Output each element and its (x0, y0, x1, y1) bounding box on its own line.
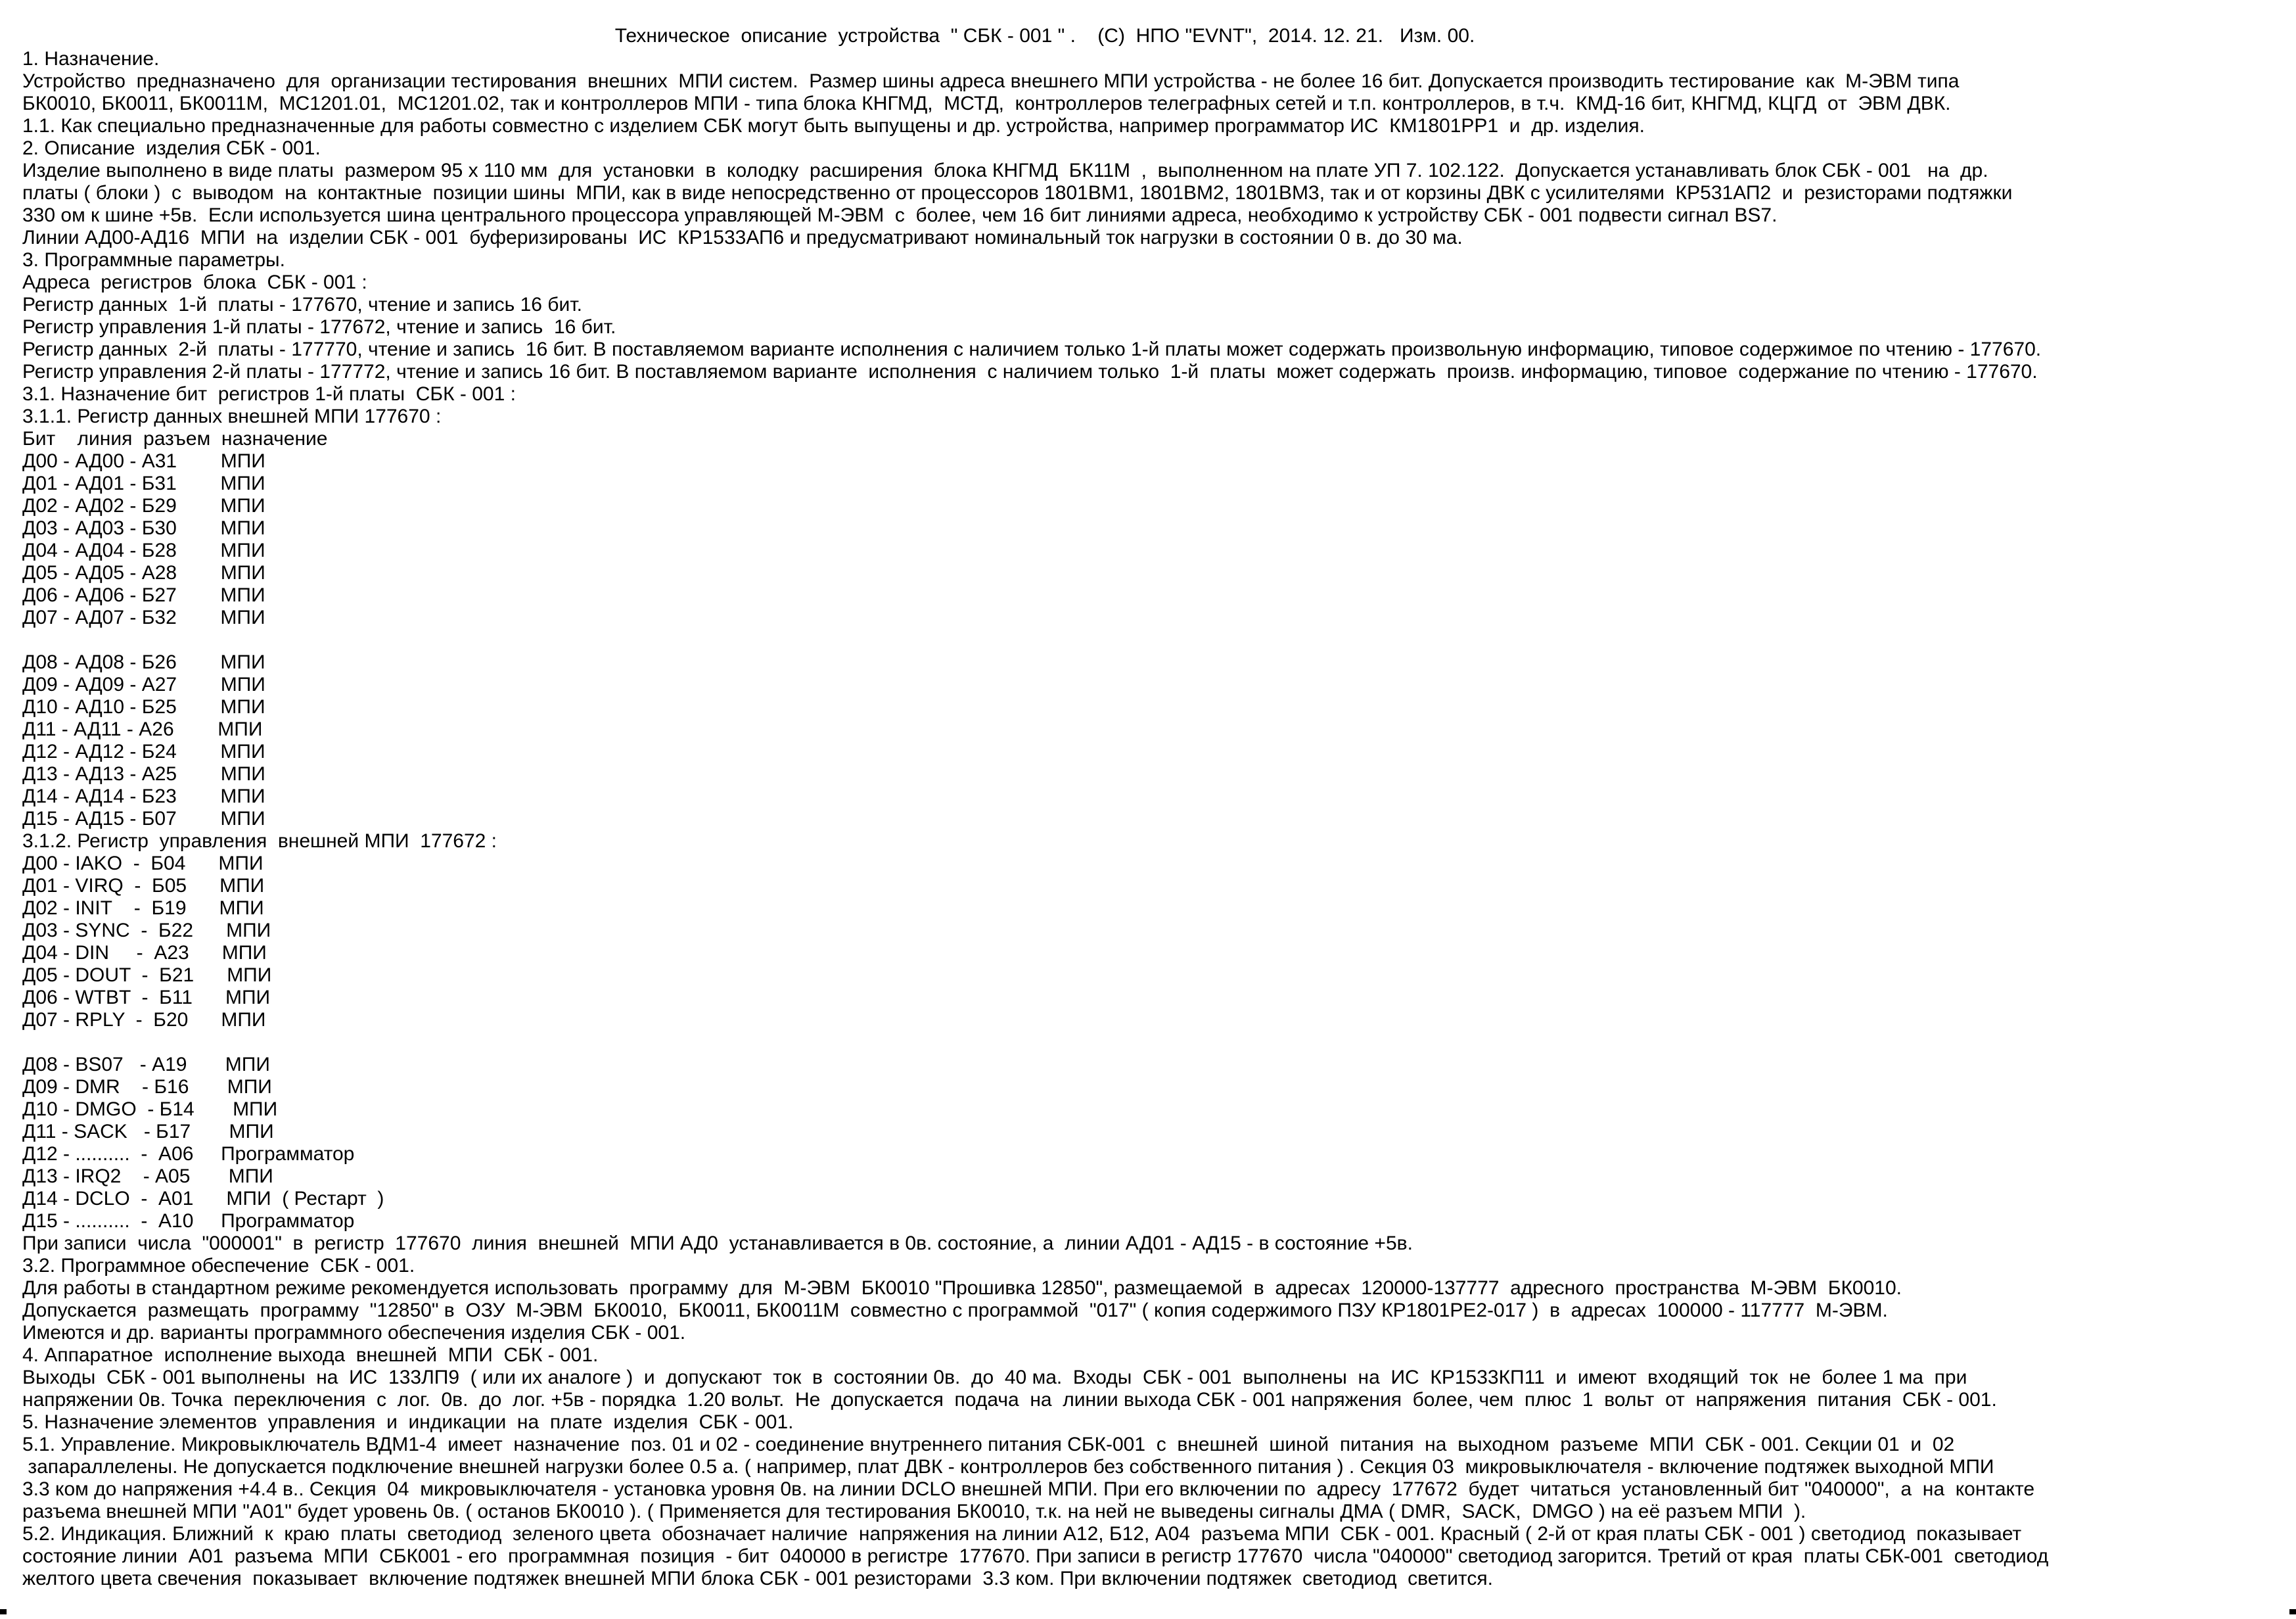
text-line: Д12 - АД12 - Б24 МПИ (22, 741, 265, 763)
text-line: Д13 - АД13 - А25 МПИ (22, 763, 265, 785)
text-line: Д02 - АД02 - Б29 МПИ (22, 495, 265, 517)
text-line: Д11 - SACK - Б17 МПИ (22, 1121, 274, 1142)
text-line: Регистр данных 1-й платы - 177670, чтение и запись 16 бит. (22, 294, 582, 316)
text-line: Д10 - DMGO - Б14 МПИ (22, 1098, 278, 1120)
text-line: 3.1. Назначение бит регистров 1-й платы СБК - 001 : (22, 383, 516, 405)
text-line: Д14 - DCLO - А01 МПИ ( Рестарт ) (22, 1188, 384, 1209)
text-line (22, 1031, 2283, 1054)
corner-mark-right (2289, 1609, 2296, 1614)
text-line: 5.1. Управление. Микровыключатель ВДМ1-4 имеет назначение поз. 01 и 02 - соединение внутреннего питания СБК-001 с внешней шиной питания на выходном разъеме МПИ СБК - 001. Секции 01 и 02 (22, 1434, 1955, 1455)
text-line: Д05 - АД05 - А28 МПИ (22, 562, 265, 584)
text-line: Регистр управления 1-й платы - 177672, чтение и запись 16 бит. (22, 316, 616, 338)
text-line: 5. Назначение элементов управления и индикации на плате изделия СБК - 001. (22, 1411, 794, 1433)
text-line: 1. Назначение. (22, 48, 160, 70)
text-line: Д03 - SYNC - Б22 МПИ (22, 920, 271, 941)
text-line: Д04 - АД04 - Б28 МПИ (22, 540, 265, 561)
text-line: 3. Программные параметры. (22, 249, 285, 271)
text-line: Д12 - .......... - А06 Программатор (22, 1143, 355, 1165)
text-line: Д09 - АД09 - А27 МПИ (22, 674, 265, 695)
text-line: При записи числа "000001" в регистр 177670 линия внешней МПИ АД0 устанавливается в 0в. состояние, а линии АД01 - АД15 - в состояние +5в. (22, 1232, 1413, 1254)
document-title: Техническое описание устройства " СБК - 001 " . (С) НПО "EVNT", 2014. 12. 21. Изм. 00. (614, 25, 1475, 47)
text-line: Д05 - DOUT - Б21 МПИ (22, 964, 272, 986)
text-line: Устройство предназначено для организации тестирования внешних МПИ систем. Размер шины адреса внешнего МПИ устройства - не более 16 бит. Допускается производить тестирование как М-ЭВМ типа (22, 70, 1960, 92)
text-line: 1.1. Как специально предназначенные для работы совместно с изделием СБК могут быть выпущены и др. устройства, например программатор ИС КМ1801РР1 и др. изделия. (22, 115, 1645, 137)
text-line: БК0010, БК0011, БК0011М, МС1201.01, МС1201.02, так и контроллеров МПИ - типа блока КНГМД, МСТД, контроллеров телеграфных сетей и т.п. контроллеров, в т.ч. КМД-16 бит, КНГМД, КЦГД от ЭВМ ДВК. (22, 93, 1951, 114)
text-line: Д01 - VIRQ - Б05 МПИ (22, 875, 265, 897)
text-line: 3.1.2. Регистр управления внешней МПИ 177672 : (22, 830, 497, 852)
text-line: 3.2. Программное обеспечение СБК - 001. (22, 1255, 415, 1277)
text-line: Д01 - АД01 - Б31 МПИ (22, 473, 265, 494)
text-line: 3.1.1. Регистр данных внешней МПИ 177670 : (22, 406, 442, 427)
text-line: Д15 - АД15 - Б07 МПИ (22, 808, 265, 830)
text-line: Д07 - RPLY - Б20 МПИ (22, 1009, 266, 1031)
text-line: Д13 - IRQ2 - А05 МПИ (22, 1165, 273, 1187)
text-line: 3.3 ком до напряжения +4.4 в.. Секция 04 микровыключателя - установка уровня 0в. на линии DCLO внешней МПИ. При его включении по адресу 177672 будет читаться установленный бит "040000", а на контакте (22, 1478, 2035, 1500)
text-line: Д11 - АД11 - А26 МПИ (22, 718, 263, 740)
text-line (22, 629, 2283, 651)
text-line: Д00 - АД00 - А31 МПИ (22, 450, 265, 472)
text-line: Д06 - WTBT - Б11 МПИ (22, 987, 271, 1008)
text-line: Д04 - DIN - А23 МПИ (22, 942, 267, 964)
text-line: Регистр управления 2-й платы - 177772, чтение и запись 16 бит. В поставляемом варианте исполнения с наличием только 1-й платы может содержать произв. информацию, типовое содержание по чтению - 177670. (22, 361, 2038, 383)
text-line: 2. Описание изделия СБК - 001. (22, 137, 321, 159)
text-line: Регистр данных 2-й платы - 177770, чтение и запись 16 бит. В поставляемом варианте исполнения с наличием только 1-й платы может содержать произвольную информацию, типовое содержимое по чтению - 177670. (22, 339, 2042, 360)
document-body (22, 48, 2283, 1590)
text-line: запараллелены. Не допускается подключение внешней нагрузки более 0.5 а. ( например, плат ДВК - контроллеров без собственного питания ) . Секция 03 микровыключателя - включение подтяжек выходной МПИ (22, 1456, 1994, 1478)
text-line: Выходы СБК - 001 выполнены на ИС 133ЛП9 ( или их аналоге ) и допускают ток в состоянии 0в. до 40 ма. Входы СБК - 001 выполнены на ИС КР1533КП11 и имеют входящий ток не более 1 ма при (22, 1367, 1967, 1388)
text-line: Линии АД00-АД16 МПИ на изделии СБК - 001 буферизированы ИС КР1533АП6 и предусматривают номинальный ток нагрузки в состоянии 0 в. до 30 ма. (22, 227, 1463, 248)
text-line: 330 ом к шине +5в. Если используется шина центрального процессора управляющей М-ЭВМ с более, чем 16 бит линиями адреса, необходимо к устройству СБК - 001 подвести сигнал BS7. (22, 204, 1778, 226)
text-line: Д09 - DMR - Б16 МПИ (22, 1076, 272, 1098)
text-line: Адреса регистров блока СБК - 001 : (22, 271, 367, 293)
text-line: Изделие выполнено в виде платы размером 95 х 110 мм для установки в колодку расширения блока КНГМД БК11М , выполненном на плате УП 7. 102.122. Допускается устанавливать блок СБК - 001 на др. (22, 160, 1988, 181)
text-line: Д15 - .......... - А10 Программатор (22, 1210, 355, 1232)
text-line: Для работы в стандартном режиме рекомендуется использовать программу для М-ЭВМ БК0010 "Прошивка 12850", размещаемой в адресах 120000-137777 адресного пространства М-ЭВМ БК0010. (22, 1277, 1902, 1299)
text-line: Д08 - АД08 - Б26 МПИ (22, 651, 265, 673)
text-line: Имеются и др. варианты программного обеспечения изделия СБК - 001. (22, 1322, 686, 1344)
corner-mark-left (0, 1609, 7, 1614)
text-line: платы ( блоки ) с выводом на контактные позиции шины МПИ, как в виде непосредственно от процессоров 1801ВМ1, 1801ВМ2, 1801ВМ3, так и от корзины ДВК с усилителями КР531АП2 и резисторами подтяжки (22, 182, 2013, 204)
text-line: Д08 - BS07 - А19 МПИ (22, 1054, 270, 1075)
text-line: желтого цвета свечения показывает включение подтяжек внешней МПИ блока СБК - 001 резисторами 3.3 ком. При включении подтяжек светодиод светится. (22, 1568, 1493, 1589)
text-line: разъема внешней МПИ "А01" будет уровень 0в. ( останов БК0010 ). ( Применяется для тестирования БК0010, т.к. на ней не выведены сигналы ДМА ( DMR, SACK, DMGO ) на её разъем МПИ ). (22, 1501, 1806, 1522)
text-line: Допускается размещать программу "12850" в ОЗУ М-ЭВМ БК0010, БК0011, БК0011М совместно с программой "017" ( копия содержимого ПЗУ КР1801РЕ2-017 ) в адресах 100000 - 117777 М-ЭВМ. (22, 1300, 1888, 1321)
text-line: 4. Аппаратное исполнение выхода внешней МПИ СБК - 001. (22, 1344, 599, 1366)
text-line: Д02 - INIT - Б19 МПИ (22, 897, 264, 919)
text-line: Д06 - АД06 - Б27 МПИ (22, 584, 265, 606)
text-line: Д10 - АД10 - Б25 МПИ (22, 696, 265, 718)
text-line: Д14 - АД14 - Б23 МПИ (22, 786, 265, 807)
text-line: Бит линия разъем назначение (22, 428, 328, 450)
text-line: напряжении 0в. Точка переключения с лог. 0в. до лог. +5в - порядка 1.20 вольт. Не допускается подача на линии выхода СБК - 001 напряжения более, чем плюс 1 вольт от напряжения питания СБК - 001. (22, 1389, 1997, 1411)
text-line: Д00 - IAKO - Б04 МПИ (22, 853, 264, 874)
text-line: Д03 - АД03 - Б30 МПИ (22, 517, 265, 539)
text-line: 5.2. Индикация. Ближний к краю платы светодиод зеленого цвета обозначает наличие напряжения на линии А12, Б12, А04 разъема МПИ СБК - 001. Красный ( 2-й от края платы СБК - 001 ) светодиод показывает (22, 1523, 2022, 1545)
text-line: состояние линии А01 разъема МПИ СБК001 - его программная позиция - бит 040000 в регистре 177670. При записи в регистр 177670 числа "040000" светодиод загорится. Третий от края платы СБК-001 светодиод (22, 1545, 2049, 1567)
text-line: Д07 - АД07 - Б32 МПИ (22, 607, 265, 628)
